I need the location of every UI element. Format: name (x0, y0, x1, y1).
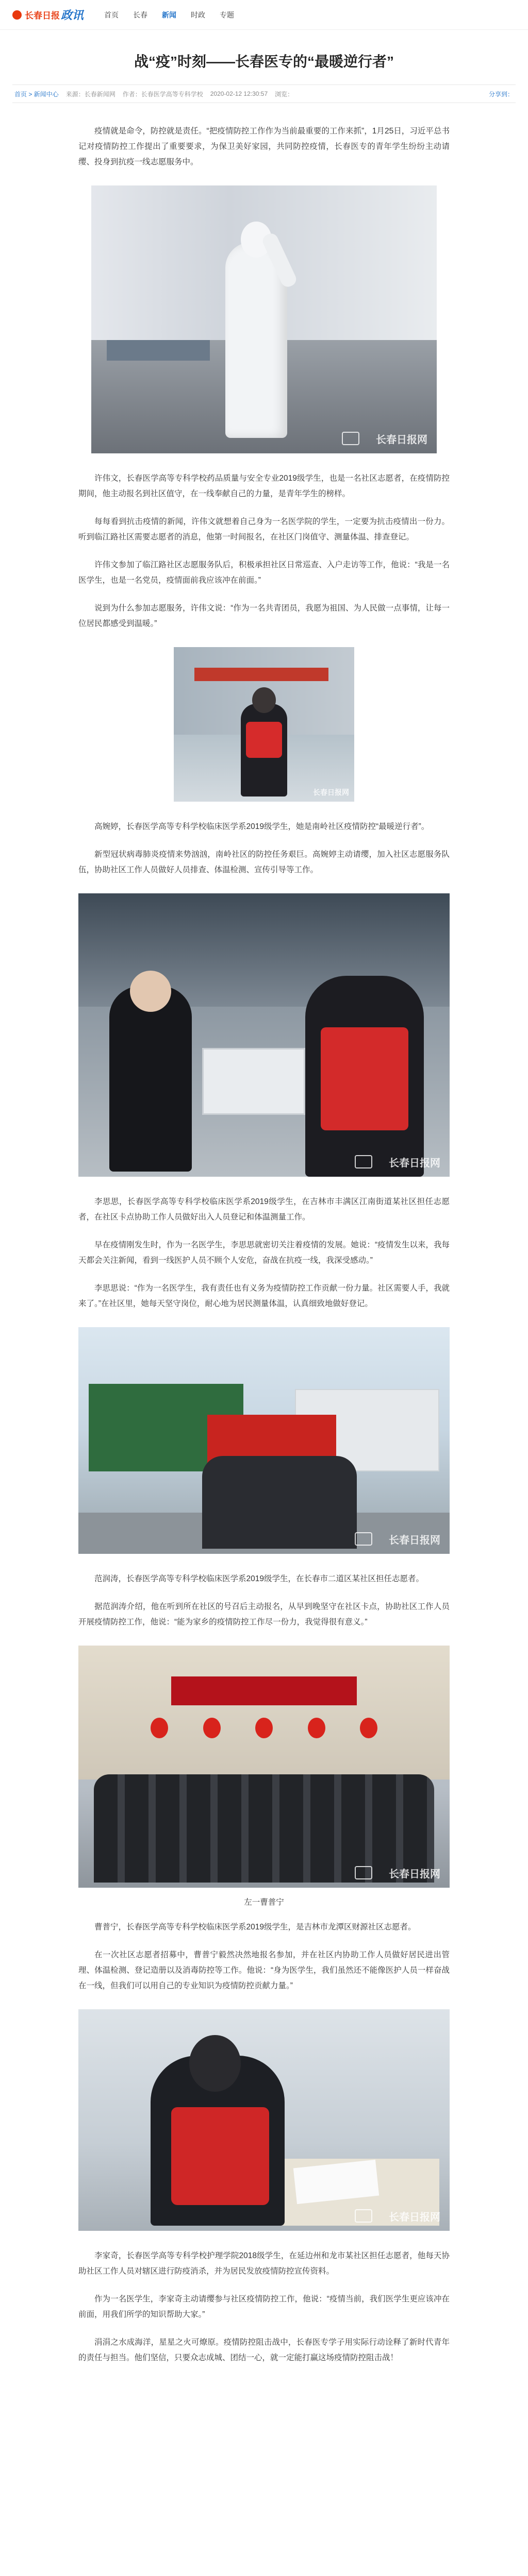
photo-sign (194, 668, 328, 681)
paragraph: 疫情就是命令，防控就是责任。“把疫情防控工作作为当前最重要的工作来抓”，1月25日，习近平总书记对疫情防控工作提出了重要要求，为保卫美好家园，共同防控疫情，长春医专的青年学生纷纷主动请缨、投身到抗疫一线志愿服务中。 (78, 127, 450, 166)
nav-item-news[interactable]: 新闻 (162, 10, 177, 19)
watermark-icon (355, 1155, 372, 1168)
resident-figure (109, 986, 192, 1172)
lantern-row (151, 1718, 377, 1738)
nav-item-special[interactable]: 专题 (220, 10, 235, 19)
photo-watermark: 长春日报网 (389, 2211, 440, 2223)
article-title: 战“疫”时刻——长春医专的“最暖逆行者” (134, 54, 394, 70)
paragraph: 每每看到抗击疫情的新闻，许伟文就想着自己身为一名医学院的学生，一定要为抗击疫情出一份力。听到临江路社区需要志愿者的消息，他第一时间报名，在社区门岗值守、测量体温、排查登记。 (78, 517, 450, 541)
photo-watermark: 长春日报网 (389, 1868, 440, 1880)
logo-icon (12, 10, 22, 20)
article-body (78, 124, 450, 2366)
breadcrumb[interactable]: 首页 > 新闻中心 (14, 90, 59, 98)
paragraph: 早在疫情刚发生时，作为一名医学生，李思思就密切关注着疫情的发展。她说：“疫情发生以来，我每天都会关注新闻，看到一线医护人员不顾个人安危，奋战在抗疫一线，我深受感动。” (78, 1241, 450, 1265)
lantern-icon (203, 1718, 221, 1738)
logo-text: 长春日报 (25, 11, 60, 21)
registration-board (202, 1048, 305, 1115)
photo-watermark: 长春日报网 (376, 433, 427, 446)
watermark-icon (355, 1866, 372, 1879)
paragraph: 说到为什么参加志愿服务，许伟文说：“作为一名共青团员，我愿为祖国、为人民做一点事情，让每一位居民都感受到温暖。” (78, 604, 450, 628)
photo-watermark: 长春日报网 (389, 1534, 440, 1546)
paragraph: 曹普宁，长春医学高等专科学校临床医学系2019级学生，是吉林市龙潭区财源社区志愿者。 (94, 1923, 416, 1931)
article-photo-1 (91, 185, 437, 453)
lantern-icon (308, 1718, 325, 1738)
paragraph: 李思思说：“作为一名医学生，我有责任也有义务为疫情防控工作贡献一份力量。社区需要人手，我就来了。”在社区里，她每天坚守岗位，耐心地为居民测量体温，认真细致地做好登记。 (78, 1284, 450, 1308)
volunteer-group (94, 1774, 434, 1883)
photo-table (107, 340, 210, 361)
volunteer-vest (171, 2107, 269, 2205)
volunteer-group (202, 1456, 357, 1549)
paragraph: 作为一名医学生，李家奇主动请缨参与社区疫情防控工作，他说：“疫情当前，我们医学生更应该冲在前面，用我们所学的知识帮助大家。” (78, 2295, 450, 2319)
article-date: 2020-02-12 12:30:57 (210, 90, 268, 97)
share-link[interactable]: 分享到： (488, 90, 514, 98)
article-photo-5 (78, 1646, 450, 1888)
volunteer-head (252, 687, 276, 713)
main-nav (104, 10, 234, 20)
article-photo-6 (78, 2009, 450, 2231)
article-author: 作者：长春医学高等专科学校 (122, 90, 203, 98)
volunteer-head (189, 2035, 241, 2092)
nav-item-home[interactable]: 首页 (104, 10, 119, 19)
nav-item-politics[interactable]: 时政 (191, 10, 206, 19)
watermark-icon (355, 2209, 372, 2223)
watermark-icon (342, 432, 359, 445)
paragraph: 在一次社区志愿者招募中，曹普宁毅然决然地报名参加，并在社区内协助工作人员做好居民进出管理、体温检测、登记造册以及消毒防控等工作。他说：“身为医学生，我们虽然还不能像医护人员一样奋战在一线，但我们可以用自己的专业知识为疫情防控贡献力量。” (78, 1951, 450, 1990)
paragraph: 据范润涛介绍，他在听到所在社区的号召后主动报名，从早到晚坚守在社区卡点，协助社区工作人员开展疫情防控工作，他说：“能为家乡的疫情防控工作尽一份力，我觉得很有意义。” (78, 1602, 450, 1626)
article-meta-bar (12, 84, 516, 103)
photo-caption: 左一曹普宁 (244, 1898, 284, 1907)
lantern-icon (255, 1718, 273, 1738)
paragraph: 李思思，长春医学高等专科学校临床医学系2019级学生，在吉林市丰满区江南街道某社区担任志愿者，在社区卡点协助工作人员做好出入人员登记和体温测量工作。 (78, 1197, 450, 1222)
site-logo[interactable] (12, 7, 84, 23)
community-signboard (171, 1676, 357, 1705)
resident-face (130, 971, 171, 1012)
photo-building (78, 1646, 450, 1780)
photo-watermark: 长春日报网 (313, 789, 349, 797)
article-photo-3 (78, 893, 450, 1177)
paragraph: 李家奇，长春医学高等专科学校护理学院2018级学生，在延边州和龙市某社区担任志愿者，他每天协助社区工作人员对辖区进行防疫消杀，并为居民发放疫情防控宣传资料。 (78, 2251, 450, 2276)
lantern-icon (151, 1718, 168, 1738)
paragraph: 许伟文参加了临江路社区志愿服务队后，积极承担社区日常巡查、入户走访等工作，他说：“我是一名医学生，也是一名党员，疫情面前我应该冲在前面。” (78, 561, 450, 585)
article-views: 浏览： (275, 90, 294, 98)
article-photo-4 (78, 1327, 450, 1554)
article-photo-2 (174, 647, 354, 802)
paragraph: 高婉婷，长春医学高等专科学校临床医学系2019级学生，她是南岭社区疫情防控“最暖逆行者”。 (94, 822, 430, 831)
paragraph: 新型冠状病毒肺炎疫情来势汹汹，南岭社区的防控任务艰巨。高婉婷主动请缨，加入社区志愿服务队伍，协助社区工作人员做好人员排查、体温检测、宣传引导等工作。 (78, 850, 450, 874)
top-navigation-bar (0, 0, 528, 30)
photo-watermark: 长春日报网 (389, 1157, 440, 1169)
paragraph: 范润涛，长春医学高等专科学校临床医学系2019级学生，在长春市二道区某社区担任志愿者。 (94, 1574, 424, 1583)
watermark-icon (355, 1532, 372, 1546)
volunteer-vest (321, 1027, 408, 1130)
page-bottom-spacer (0, 2378, 528, 2409)
paragraph: 许伟文，长春医学高等专科学校药品质量与安全专业2019级学生，也是一名社区志愿者，在疫情防控期间，他主动报名到社区值守，在一线奉献自己的力量，是青年学生的榜样。 (78, 474, 450, 498)
lantern-icon (360, 1718, 377, 1738)
nav-item-changchun[interactable]: 长春 (133, 10, 148, 19)
logo-subtext: 政讯 (61, 9, 84, 22)
article-source: 来源：长春新闻网 (65, 90, 116, 98)
volunteer-vest (246, 722, 282, 758)
paragraph: 涓涓之水成海洋，星星之火可燎原。疫情防控阻击战中，长春医专学子用实际行动诠释了新时代青年的责任与担当。他们坚信，只要众志成城、团结一心，就一定能打赢这场疫情防控阻击战！ (78, 2338, 450, 2362)
